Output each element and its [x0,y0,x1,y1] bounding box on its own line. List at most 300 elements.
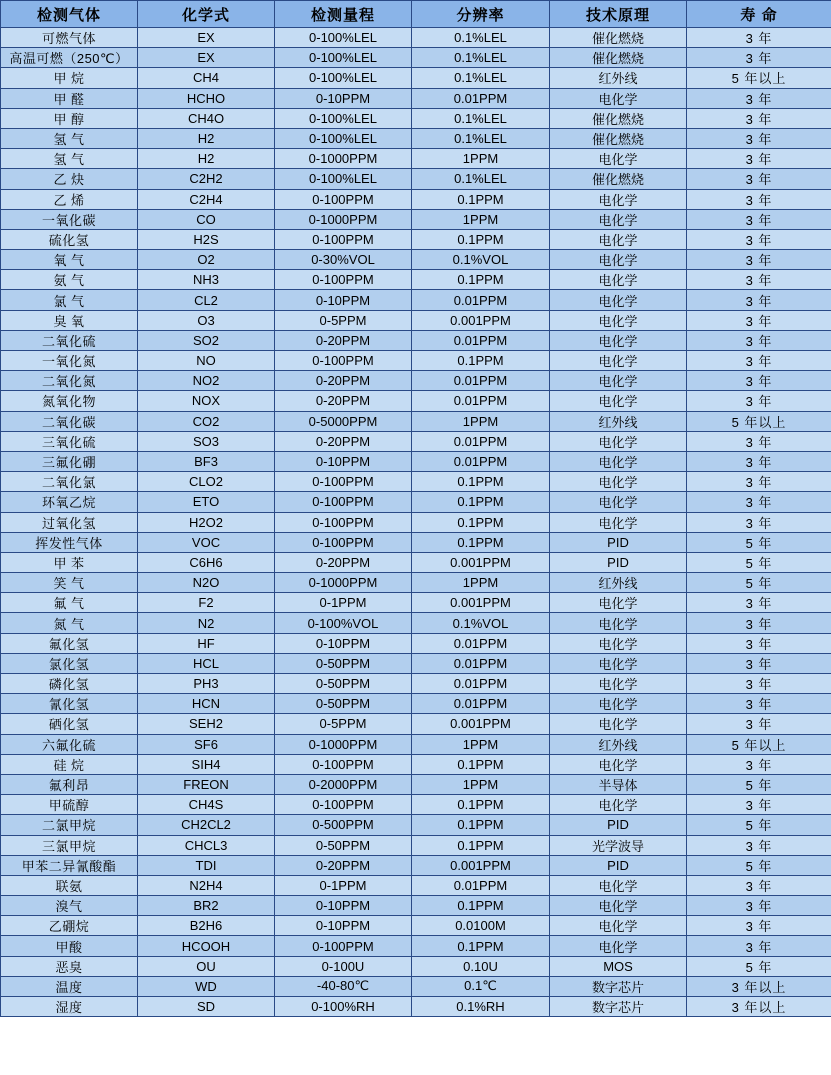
cell-formula: BF3 [138,451,275,471]
cell-range: 0-100%RH [275,997,412,1017]
table-row [1,411,831,431]
table-row [1,774,831,794]
table-row [1,108,831,128]
cell-life: 3 年 [687,714,831,734]
table-row [1,552,831,572]
cell-life: 5 年以上 [687,68,831,88]
cell-life: 3 年 [687,88,831,108]
cell-resolution: 0.001PPM [412,593,550,613]
cell-formula: N2H4 [138,875,275,895]
cell-formula: FREON [138,774,275,794]
cell-gas-name: 二氧化硫 [1,330,138,350]
table-row [1,28,831,48]
cell-range: 0-50PPM [275,694,412,714]
table-row [1,694,831,714]
cell-formula: O3 [138,310,275,330]
cell-life: 3 年 [687,229,831,249]
cell-gas-name: 三氯甲烷 [1,835,138,855]
table-row [1,613,831,633]
cell-life: 3 年 [687,391,831,411]
cell-principle: 电化学 [550,290,687,310]
cell-life: 3 年 [687,875,831,895]
cell-resolution: 0.1%LEL [412,68,550,88]
cell-range: 0-10PPM [275,633,412,653]
table-row [1,371,831,391]
cell-life: 3 年 [687,936,831,956]
cell-formula: HCL [138,653,275,673]
cell-gas-name: 溴气 [1,896,138,916]
cell-gas-name: 一氧化碳 [1,209,138,229]
cell-life: 5 年以上 [687,734,831,754]
cell-life: 5 年 [687,815,831,835]
cell-life: 3 年 [687,795,831,815]
cell-gas-name: 甲酸 [1,936,138,956]
cell-life: 3 年 [687,28,831,48]
cell-principle: 催化燃烧 [550,48,687,68]
table-row [1,633,831,653]
cell-formula: N2 [138,613,275,633]
cell-life: 3 年 [687,270,831,290]
table-row [1,431,831,451]
table-row [1,149,831,169]
cell-life: 3 年 [687,754,831,774]
cell-resolution: 0.10U [412,956,550,976]
table-row [1,835,831,855]
cell-formula: NO [138,351,275,371]
cell-range: -40-80℃ [275,976,412,996]
cell-formula: SO3 [138,431,275,451]
table-row [1,189,831,209]
cell-gas-name: 甲苯二异氰酸酯 [1,855,138,875]
table-row [1,512,831,532]
table-row [1,351,831,371]
table-row [1,875,831,895]
cell-formula: VOC [138,532,275,552]
cell-resolution: 0.001PPM [412,310,550,330]
cell-formula: HCHO [138,88,275,108]
cell-formula: CH2CL2 [138,815,275,835]
cell-gas-name: 氰化氢 [1,694,138,714]
cell-formula: HF [138,633,275,653]
cell-principle: 电化学 [550,653,687,673]
cell-gas-name: 三氟化硼 [1,451,138,471]
cell-resolution: 0.1PPM [412,936,550,956]
cell-principle: 电化学 [550,88,687,108]
table-row [1,674,831,694]
cell-gas-name: 甲 醛 [1,88,138,108]
cell-life: 3 年 [687,472,831,492]
cell-life: 3 年以上 [687,976,831,996]
cell-range: 0-5PPM [275,310,412,330]
table-row [1,391,831,411]
cell-formula: H2S [138,229,275,249]
cell-range: 0-30%VOL [275,250,412,270]
cell-principle: 电化学 [550,189,687,209]
cell-formula: CL2 [138,290,275,310]
cell-gas-name: 乙 炔 [1,169,138,189]
cell-resolution: 0.1PPM [412,896,550,916]
cell-formula: HCN [138,694,275,714]
cell-formula: F2 [138,593,275,613]
cell-range: 0-20PPM [275,431,412,451]
cell-resolution: 1PPM [412,734,550,754]
table-row [1,754,831,774]
cell-gas-name: 甲 烷 [1,68,138,88]
cell-principle: 电化学 [550,371,687,391]
cell-gas-name: 湿度 [1,997,138,1017]
cell-range: 0-10PPM [275,290,412,310]
cell-range: 0-100%LEL [275,68,412,88]
cell-formula: WD [138,976,275,996]
cell-principle: 电化学 [550,694,687,714]
cell-gas-name: 臭 氧 [1,310,138,330]
cell-life: 5 年 [687,774,831,794]
table-row [1,310,831,330]
cell-gas-name: 乙硼烷 [1,916,138,936]
cell-principle: MOS [550,956,687,976]
cell-gas-name: 三氧化硫 [1,431,138,451]
cell-principle: 催化燃烧 [550,28,687,48]
cell-life: 5 年 [687,552,831,572]
cell-principle: 催化燃烧 [550,169,687,189]
cell-life: 3 年 [687,674,831,694]
cell-gas-name: 高温可燃（250℃） [1,48,138,68]
cell-resolution: 0.01PPM [412,88,550,108]
column-header-resolution: 分辨率 [412,1,550,28]
cell-gas-name: 氯化氢 [1,653,138,673]
cell-range: 0-100PPM [275,795,412,815]
cell-principle: 电化学 [550,936,687,956]
cell-range: 0-10PPM [275,916,412,936]
cell-range: 0-100PPM [275,512,412,532]
cell-principle: 电化学 [550,916,687,936]
table-row [1,68,831,88]
cell-resolution: 0.1%VOL [412,250,550,270]
cell-gas-name: 氢 气 [1,149,138,169]
cell-resolution: 0.1%VOL [412,613,550,633]
cell-principle: 电化学 [550,351,687,371]
cell-range: 0-20PPM [275,855,412,875]
cell-gas-name: 环氧乙烷 [1,492,138,512]
table-row [1,270,831,290]
cell-principle: 红外线 [550,734,687,754]
cell-life: 3 年 [687,108,831,128]
table-row [1,855,831,875]
cell-range: 0-100%LEL [275,108,412,128]
cell-range: 0-100%VOL [275,613,412,633]
cell-range: 0-100PPM [275,532,412,552]
cell-principle: 电化学 [550,633,687,653]
cell-gas-name: 一氧化氮 [1,351,138,371]
cell-range: 0-2000PPM [275,774,412,794]
cell-principle: 电化学 [550,451,687,471]
table-row [1,229,831,249]
cell-principle: 电化学 [550,391,687,411]
cell-principle: 红外线 [550,573,687,593]
cell-range: 0-1PPM [275,875,412,895]
cell-formula: SD [138,997,275,1017]
cell-gas-name: 二氧化氯 [1,472,138,492]
cell-life: 3 年 [687,209,831,229]
cell-principle: 电化学 [550,492,687,512]
cell-principle: 电化学 [550,149,687,169]
cell-principle: 电化学 [550,250,687,270]
cell-gas-name: 笑 气 [1,573,138,593]
cell-range: 0-100PPM [275,229,412,249]
cell-formula: N2O [138,573,275,593]
cell-range: 0-100U [275,956,412,976]
cell-principle: 光学波导 [550,835,687,855]
cell-principle: 电化学 [550,795,687,815]
cell-life: 3 年 [687,48,831,68]
cell-principle: 红外线 [550,411,687,431]
cell-range: 0-1000PPM [275,209,412,229]
cell-resolution: 0.01PPM [412,653,550,673]
cell-resolution: 0.1%LEL [412,108,550,128]
table-body [1,28,831,1017]
cell-gas-name: 硒化氢 [1,714,138,734]
cell-principle: 电化学 [550,229,687,249]
cell-resolution: 0.1PPM [412,754,550,774]
cell-formula: SIH4 [138,754,275,774]
table-row [1,290,831,310]
cell-formula: SO2 [138,330,275,350]
cell-gas-name: 氯 气 [1,290,138,310]
cell-gas-name: 甲 苯 [1,552,138,572]
cell-resolution: 0.1PPM [412,351,550,371]
cell-principle: PID [550,855,687,875]
cell-principle: 电化学 [550,674,687,694]
cell-resolution: 0.1PPM [412,472,550,492]
cell-life: 3 年 [687,451,831,471]
cell-resolution: 0.01PPM [412,330,550,350]
cell-resolution: 0.1℃ [412,976,550,996]
cell-life: 3 年 [687,593,831,613]
cell-formula: CO2 [138,411,275,431]
cell-principle: PID [550,815,687,835]
cell-life: 3 年 [687,633,831,653]
cell-formula: H2 [138,128,275,148]
cell-range: 0-20PPM [275,391,412,411]
cell-gas-name: 乙 烯 [1,189,138,209]
table-row [1,250,831,270]
table-row [1,451,831,471]
cell-formula: SF6 [138,734,275,754]
cell-life: 3 年 [687,330,831,350]
cell-resolution: 0.1PPM [412,492,550,512]
cell-gas-name: 氢 气 [1,128,138,148]
cell-formula: CH4S [138,795,275,815]
cell-life: 3 年 [687,492,831,512]
cell-life: 3 年 [687,653,831,673]
cell-formula: O2 [138,250,275,270]
cell-gas-name: 联氨 [1,875,138,895]
table-row [1,492,831,512]
cell-life: 3 年 [687,351,831,371]
cell-formula: OU [138,956,275,976]
cell-range: 0-20PPM [275,371,412,391]
cell-principle: 电化学 [550,613,687,633]
cell-range: 0-100PPM [275,351,412,371]
cell-formula: NO2 [138,371,275,391]
cell-resolution: 0.01PPM [412,875,550,895]
cell-formula: EX [138,28,275,48]
cell-principle: 电化学 [550,714,687,734]
cell-principle: PID [550,532,687,552]
cell-gas-name: 氨 气 [1,270,138,290]
cell-resolution: 0.1PPM [412,532,550,552]
cell-resolution: 1PPM [412,149,550,169]
cell-formula: NOX [138,391,275,411]
table-header-row [1,1,831,28]
cell-principle: 数字芯片 [550,997,687,1017]
cell-formula: C2H2 [138,169,275,189]
cell-range: 0-1PPM [275,593,412,613]
cell-life: 3 年 [687,512,831,532]
cell-principle: 电化学 [550,310,687,330]
cell-range: 0-50PPM [275,653,412,673]
cell-range: 0-20PPM [275,552,412,572]
cell-principle: 电化学 [550,330,687,350]
cell-formula: BR2 [138,896,275,916]
cell-life: 3 年 [687,169,831,189]
table-row [1,653,831,673]
table-row [1,714,831,734]
cell-resolution: 0.001PPM [412,714,550,734]
cell-range: 0-1000PPM [275,149,412,169]
cell-gas-name: 氮 气 [1,613,138,633]
cell-life: 3 年 [687,694,831,714]
cell-life: 3 年 [687,371,831,391]
cell-formula: HCOOH [138,936,275,956]
cell-life: 3 年 [687,916,831,936]
cell-principle: 电化学 [550,896,687,916]
cell-gas-name: 恶臭 [1,956,138,976]
table-row [1,48,831,68]
cell-resolution: 0.1PPM [412,815,550,835]
table-row [1,88,831,108]
table-row [1,936,831,956]
table-row [1,896,831,916]
cell-formula: CH4O [138,108,275,128]
table-row [1,815,831,835]
table-row [1,997,831,1017]
cell-resolution: 0.1PPM [412,512,550,532]
cell-resolution: 1PPM [412,411,550,431]
cell-formula: NH3 [138,270,275,290]
cell-principle: 电化学 [550,431,687,451]
cell-principle: PID [550,552,687,572]
column-header-range: 检测量程 [275,1,412,28]
cell-gas-name: 温度 [1,976,138,996]
cell-principle: 电化学 [550,593,687,613]
cell-gas-name: 氟 气 [1,593,138,613]
cell-resolution: 0.001PPM [412,855,550,875]
cell-life: 3 年 [687,250,831,270]
cell-formula: SEH2 [138,714,275,734]
cell-gas-name: 二氧化氮 [1,371,138,391]
cell-principle: 催化燃烧 [550,108,687,128]
cell-resolution: 0.1%RH [412,997,550,1017]
cell-gas-name: 二氧化碳 [1,411,138,431]
table-header [1,1,831,28]
cell-life: 5 年 [687,956,831,976]
cell-resolution: 1PPM [412,573,550,593]
cell-gas-name: 过氧化氢 [1,512,138,532]
cell-range: 0-100PPM [275,270,412,290]
cell-formula: TDI [138,855,275,875]
cell-resolution: 0.1PPM [412,229,550,249]
table-row [1,532,831,552]
table-row [1,573,831,593]
cell-range: 0-10PPM [275,896,412,916]
cell-principle: 半导体 [550,774,687,794]
cell-resolution: 0.01PPM [412,674,550,694]
cell-life: 5 年 [687,573,831,593]
table-row [1,472,831,492]
cell-formula: ETO [138,492,275,512]
cell-gas-name: 氟利昂 [1,774,138,794]
cell-resolution: 0.001PPM [412,552,550,572]
cell-resolution: 0.1%LEL [412,128,550,148]
cell-life: 3 年 [687,310,831,330]
cell-formula: C2H4 [138,189,275,209]
cell-resolution: 0.1PPM [412,189,550,209]
cell-gas-name: 甲 醇 [1,108,138,128]
cell-formula: B2H6 [138,916,275,936]
cell-principle: 催化燃烧 [550,128,687,148]
cell-life: 5 年以上 [687,411,831,431]
cell-resolution: 0.1PPM [412,270,550,290]
cell-life: 3 年 [687,290,831,310]
cell-formula: H2O2 [138,512,275,532]
cell-formula: C6H6 [138,552,275,572]
cell-principle: 数字芯片 [550,976,687,996]
cell-gas-name: 磷化氢 [1,674,138,694]
cell-principle: 电化学 [550,512,687,532]
cell-resolution: 0.01PPM [412,431,550,451]
cell-gas-name: 硅 烷 [1,754,138,774]
cell-range: 0-100PPM [275,472,412,492]
table-row [1,128,831,148]
cell-range: 0-100%LEL [275,169,412,189]
cell-range: 0-50PPM [275,835,412,855]
cell-principle: 电化学 [550,875,687,895]
cell-life: 3 年 [687,431,831,451]
cell-range: 0-100PPM [275,936,412,956]
cell-formula: H2 [138,149,275,169]
cell-life: 3 年 [687,896,831,916]
cell-gas-name: 氧 气 [1,250,138,270]
cell-gas-name: 氟化氢 [1,633,138,653]
cell-range: 0-500PPM [275,815,412,835]
cell-principle: 电化学 [550,270,687,290]
cell-range: 0-1000PPM [275,734,412,754]
cell-resolution: 0.1PPM [412,795,550,815]
column-header-life: 寿 命 [687,1,831,28]
cell-gas-name: 二氯甲烷 [1,815,138,835]
cell-principle: 红外线 [550,68,687,88]
cell-range: 0-5PPM [275,714,412,734]
cell-formula: CH4 [138,68,275,88]
cell-resolution: 0.1%LEL [412,28,550,48]
cell-gas-name: 挥发性气体 [1,532,138,552]
cell-range: 0-100%LEL [275,28,412,48]
cell-formula: CHCL3 [138,835,275,855]
table-row [1,169,831,189]
cell-range: 0-100%LEL [275,128,412,148]
cell-gas-name: 硫化氢 [1,229,138,249]
